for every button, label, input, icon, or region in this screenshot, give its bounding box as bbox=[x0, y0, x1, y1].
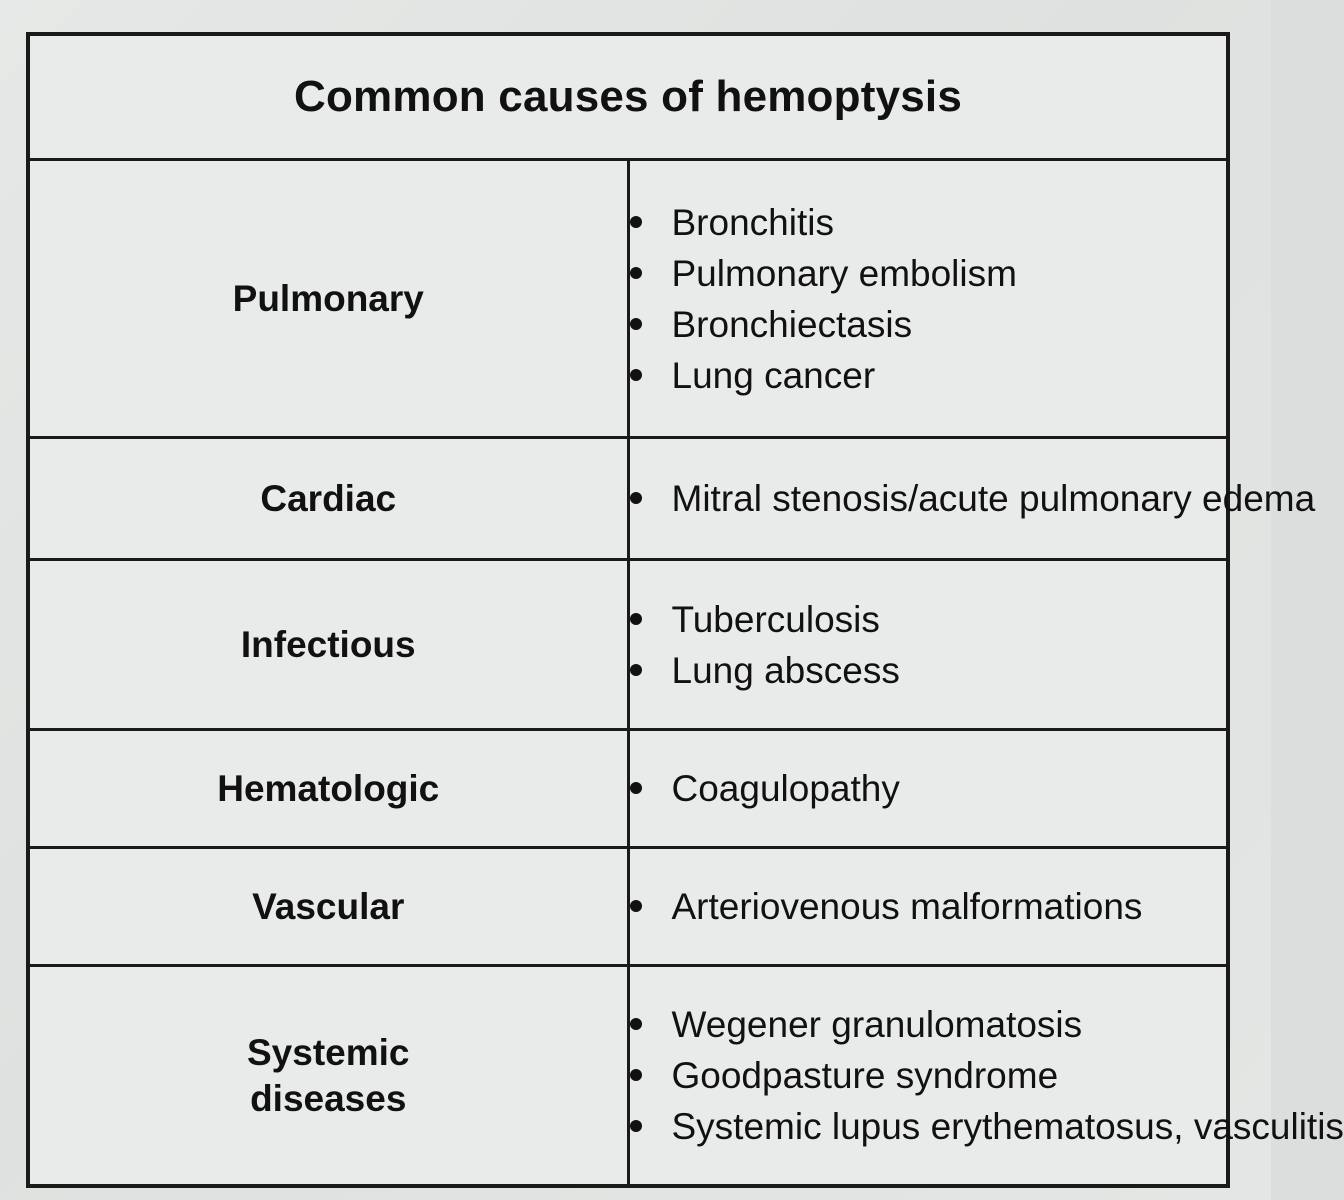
bullet-icon bbox=[630, 318, 642, 330]
bullet-list bbox=[630, 473, 1316, 524]
list-item bbox=[630, 197, 1227, 248]
item-text: Coagulopathy bbox=[671, 768, 900, 810]
bullet-icon bbox=[630, 267, 642, 279]
list-item bbox=[630, 299, 1227, 350]
title-row bbox=[28, 34, 1228, 160]
category-vascular: Vascular bbox=[28, 848, 628, 966]
table-row-systemic-diseases bbox=[28, 966, 1228, 1186]
bullet-icon bbox=[630, 664, 642, 676]
item-text: Bronchiectasis bbox=[671, 303, 913, 345]
category-pulmonary: Pulmonary bbox=[28, 160, 628, 438]
bullet-icon bbox=[630, 1069, 642, 1081]
list-item bbox=[630, 881, 1227, 932]
table-row-hematologic bbox=[28, 730, 1228, 848]
category-cardiac: Cardiac bbox=[28, 438, 628, 560]
table-row-infectious bbox=[28, 560, 1228, 730]
table-title: Common causes of hemoptysis bbox=[28, 34, 1228, 160]
item-text: Lung abscess bbox=[671, 649, 900, 691]
table-row-pulmonary bbox=[28, 160, 1228, 438]
category-hematologic: Hematologic bbox=[28, 730, 628, 848]
bullet-list bbox=[630, 594, 1227, 696]
bullet-list bbox=[630, 999, 1344, 1152]
bullet-icon bbox=[630, 613, 642, 625]
list-item bbox=[630, 473, 1316, 524]
item-text: Arteriovenous malformations bbox=[671, 886, 1143, 928]
bullet-list bbox=[630, 197, 1227, 401]
bullet-icon bbox=[630, 900, 642, 912]
item-text: Bronchitis bbox=[671, 201, 834, 243]
category-line: Systemic bbox=[247, 1031, 410, 1073]
item-text: Systemic lupus erythematosus, vasculitis bbox=[671, 1106, 1344, 1148]
item-text: Pulmonary embolism bbox=[671, 252, 1017, 294]
item-text: Mitral stenosis/acute pulmonary edema bbox=[671, 478, 1316, 520]
bullet-icon bbox=[630, 492, 642, 504]
bullet-list bbox=[630, 881, 1227, 932]
hemoptysis-causes-table bbox=[26, 32, 1344, 1188]
items-vascular bbox=[628, 848, 1228, 966]
bullet-icon bbox=[630, 1120, 642, 1132]
items-hematologic bbox=[628, 730, 1228, 848]
list-item bbox=[630, 763, 1227, 814]
items-cardiac bbox=[628, 438, 1316, 560]
bullet-icon bbox=[630, 216, 642, 228]
items-systemic-diseases bbox=[628, 966, 1344, 1186]
list-item bbox=[630, 594, 1227, 645]
table-row-vascular bbox=[28, 848, 1228, 966]
category-infectious: Infectious bbox=[28, 560, 628, 730]
category-systemic-diseases bbox=[28, 966, 628, 1186]
bullet-list bbox=[630, 763, 1227, 814]
list-item bbox=[630, 645, 1227, 696]
table-row-cardiac bbox=[28, 438, 1228, 560]
list-item bbox=[630, 1101, 1344, 1152]
category-line: diseases bbox=[250, 1077, 407, 1119]
item-text: Tuberculosis bbox=[671, 598, 880, 640]
item-text: Goodpasture syndrome bbox=[671, 1055, 1059, 1097]
item-text: Wegener granulomatosis bbox=[671, 1004, 1083, 1046]
items-infectious bbox=[628, 560, 1228, 730]
bullet-icon bbox=[630, 369, 642, 381]
list-item bbox=[630, 1050, 1227, 1101]
list-item bbox=[630, 350, 1227, 401]
list-item bbox=[630, 248, 1227, 299]
bullet-icon bbox=[630, 782, 642, 794]
item-text: Lung cancer bbox=[671, 354, 876, 396]
list-item bbox=[630, 999, 1227, 1050]
items-pulmonary bbox=[628, 160, 1228, 438]
bullet-icon bbox=[630, 1018, 642, 1030]
